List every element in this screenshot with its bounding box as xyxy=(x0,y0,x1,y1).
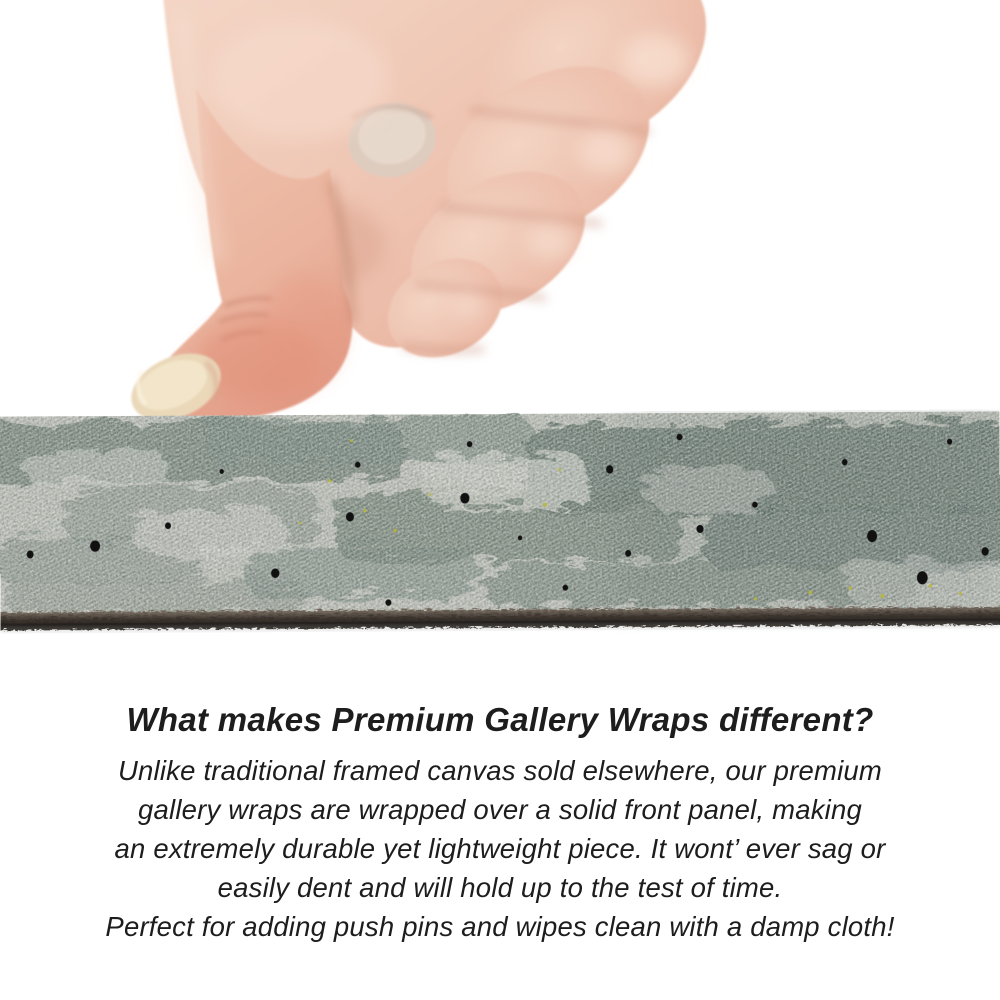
marketing-copy xyxy=(0,698,1000,946)
copy-line-1: Unlike traditional framed canvas sold elsewhere, our premium xyxy=(117,755,882,786)
hand-group xyxy=(121,0,741,432)
canvas-texture xyxy=(0,409,1000,636)
copy-line-2: gallery wraps are wrapped over a solid front panel, making xyxy=(138,794,862,825)
canvas-grain-dark xyxy=(0,411,1000,614)
copy-heading: What makes Premium Gallery Wraps different? xyxy=(126,701,874,738)
copy-line-5: Perfect for adding push pins and wipes clean with a damp cloth! xyxy=(105,911,895,942)
copy-line-4: easily dent and will hold up to the test of time. xyxy=(217,872,783,903)
hand-illustration xyxy=(0,0,1000,432)
copy-line-3: an extremely durable yet lightweight piece. It wont’ ever sag or xyxy=(114,833,886,864)
canvas-strip xyxy=(0,409,1000,636)
hand-photo xyxy=(0,0,1000,432)
thumb-flush-2 xyxy=(265,275,345,385)
